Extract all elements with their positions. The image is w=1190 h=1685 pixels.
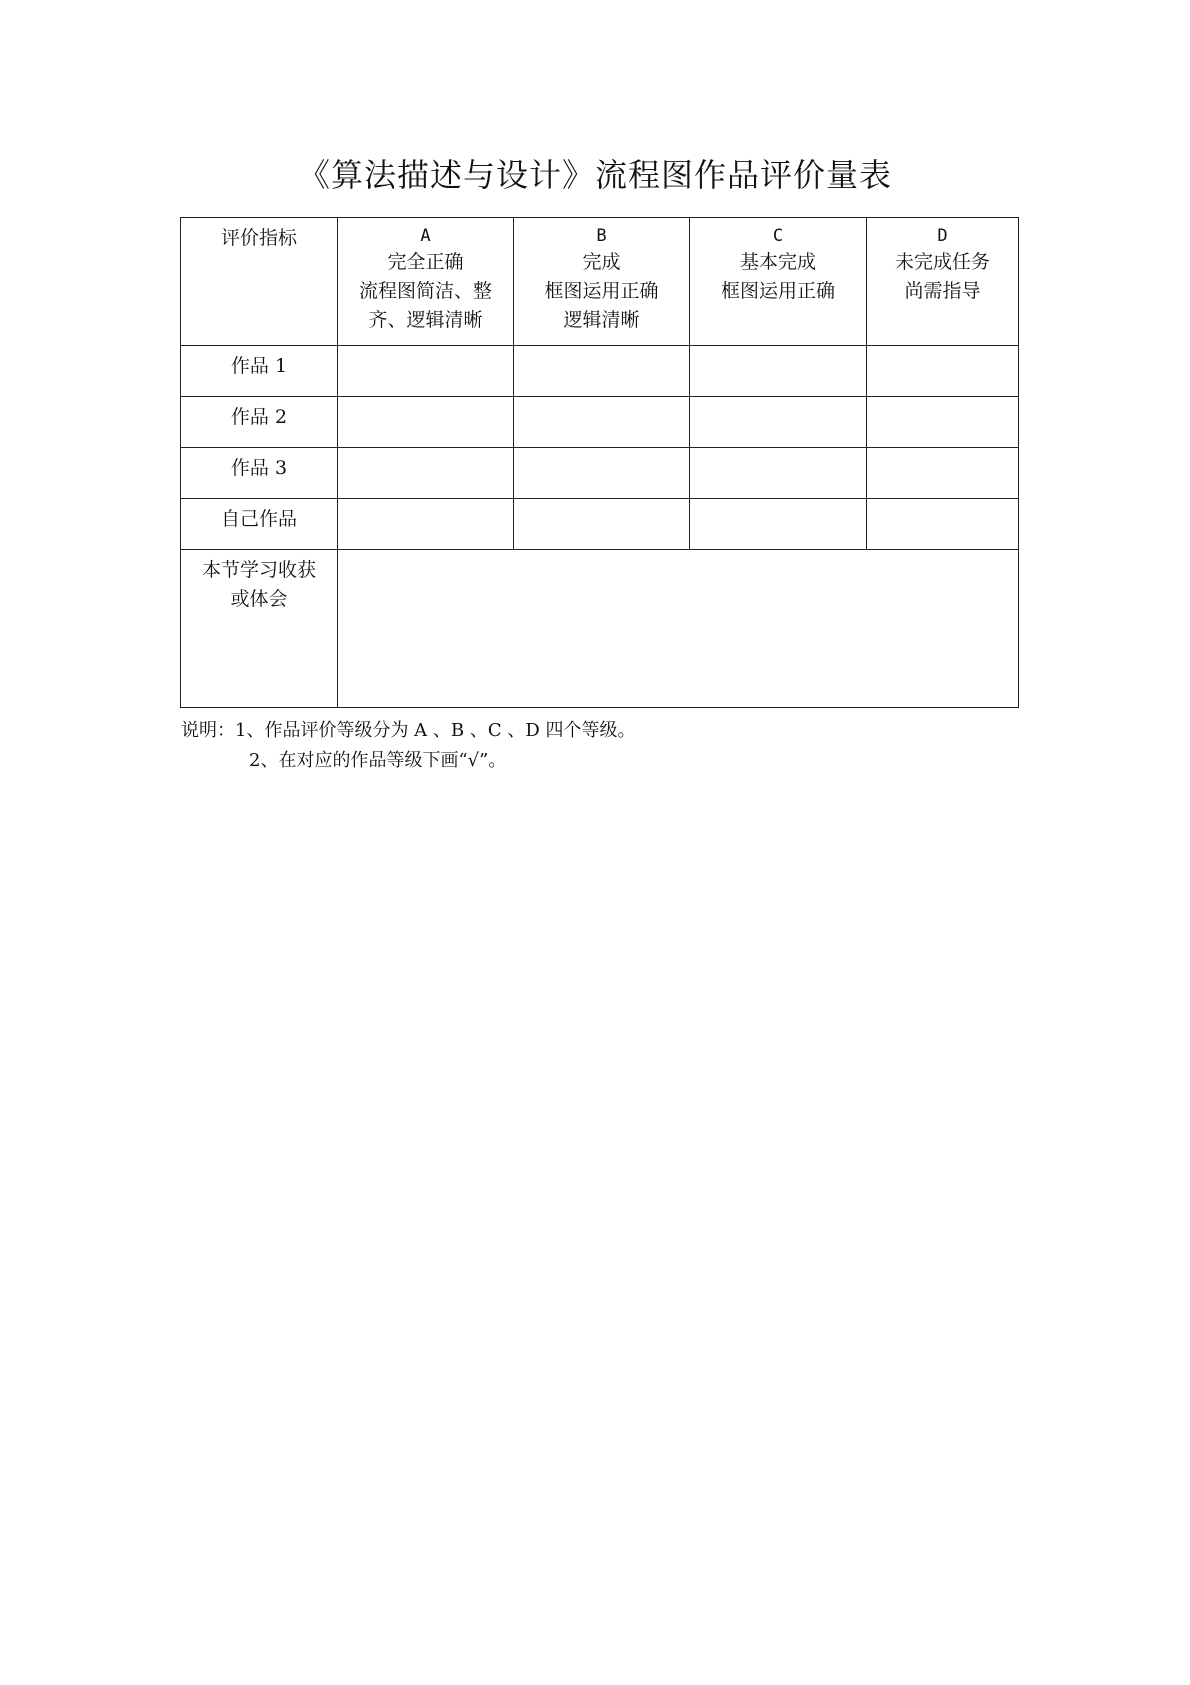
row-label: 自己作品 xyxy=(181,499,338,550)
grade-c-mark-cell[interactable] xyxy=(690,448,867,499)
table-row xyxy=(181,448,1019,499)
row-label: 作品 3 xyxy=(181,448,338,499)
grade-a-header-cell xyxy=(338,218,514,346)
table-row xyxy=(181,346,1019,397)
grade-a-letter: A xyxy=(420,226,431,246)
grade-c-mark-cell[interactable] xyxy=(690,499,867,550)
grade-c-header-cell xyxy=(690,218,867,346)
grade-a-mark-cell[interactable] xyxy=(338,397,514,448)
header-row xyxy=(181,218,1019,346)
grade-b-letter: B xyxy=(596,226,607,246)
grade-b-mark-cell[interactable] xyxy=(514,397,690,448)
grade-d-header-cell xyxy=(867,218,1019,346)
reflection-row xyxy=(181,550,1019,708)
page-title: 《算法描述与设计》流程图作品评价量表 xyxy=(297,156,892,194)
grade-b-desc-line: 逻辑清晰 xyxy=(563,309,640,331)
reflection-label-line: 本节学习收获 xyxy=(201,559,316,581)
grade-a-desc-line: 完全正确 xyxy=(387,251,464,273)
criteria-header-cell xyxy=(181,218,338,346)
grade-d-desc-line: 尚需指导 xyxy=(904,280,981,302)
grade-a-mark-cell[interactable] xyxy=(338,499,514,550)
evaluation-table xyxy=(180,217,1019,708)
grade-b-header-cell xyxy=(514,218,690,346)
reflection-label-cell xyxy=(181,550,338,708)
grade-b-desc-line: 完成 xyxy=(582,251,621,273)
grade-d-mark-cell[interactable] xyxy=(867,448,1019,499)
grade-b-mark-cell[interactable] xyxy=(514,346,690,397)
reflection-label-line: 或体会 xyxy=(230,588,288,610)
row-label: 作品 1 xyxy=(181,346,338,397)
table-row xyxy=(181,397,1019,448)
grade-d-mark-cell[interactable] xyxy=(867,499,1019,550)
grade-d-letter: D xyxy=(937,226,948,246)
grade-a-desc-line: 流程图简洁、整 xyxy=(358,280,492,302)
grade-d-desc-line: 未完成任务 xyxy=(894,251,990,273)
table-row xyxy=(181,499,1019,550)
grade-a-mark-cell[interactable] xyxy=(338,448,514,499)
grade-c-desc-line: 基本完成 xyxy=(739,251,816,273)
grade-d-mark-cell[interactable] xyxy=(867,346,1019,397)
grade-a-desc-line: 齐、逻辑清晰 xyxy=(368,309,483,331)
grade-a-mark-cell[interactable] xyxy=(338,346,514,397)
grade-c-mark-cell[interactable] xyxy=(690,346,867,397)
grade-b-desc-line: 框图运用正确 xyxy=(544,280,659,302)
criteria-header-label: 评价指标 xyxy=(220,227,297,249)
row-label: 作品 2 xyxy=(181,397,338,448)
grade-c-letter: C xyxy=(772,226,784,246)
grade-c-mark-cell[interactable] xyxy=(690,397,867,448)
grade-b-mark-cell[interactable] xyxy=(514,448,690,499)
instructions-note xyxy=(181,716,636,776)
instruction-line-2: 2、在对应的作品等级下画“√”。 xyxy=(249,750,507,771)
reflection-input-cell[interactable] xyxy=(338,550,1019,708)
grade-d-mark-cell[interactable] xyxy=(867,397,1019,448)
grade-b-mark-cell[interactable] xyxy=(514,499,690,550)
grade-c-desc-line: 框图运用正确 xyxy=(720,280,835,302)
instruction-line-1: 说明：1、作品评价等级分为 A 、B 、C 、D 四个等级。 xyxy=(181,720,636,741)
